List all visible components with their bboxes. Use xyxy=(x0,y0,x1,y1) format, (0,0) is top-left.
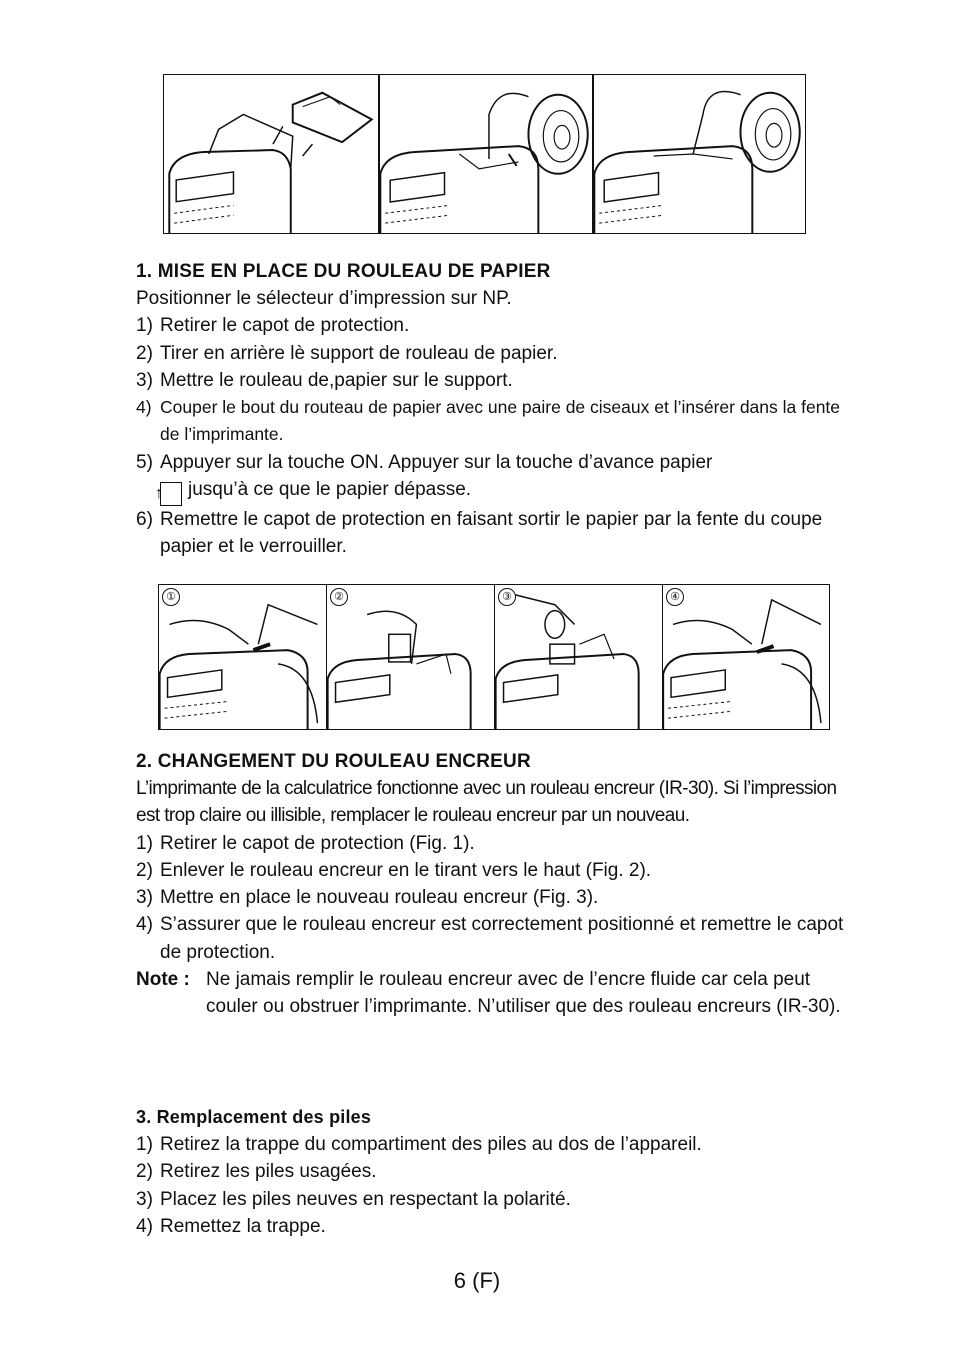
list-item: 1) Retirer le capot de protection (Fig. 1). xyxy=(136,832,475,854)
list-item: 2) Retirez les piles usagées. xyxy=(136,1161,377,1183)
paper-feed-key-icon: ↑ xyxy=(160,482,182,506)
mid-figure-row xyxy=(158,584,830,730)
ink-roller-figure-1 xyxy=(158,584,326,730)
section-intro: L’imprimante de la calculatrice fonctionne avec un rouleau encreur (IR-30). Si l’impression est trop claire ou illisible, remplacer le rouleau encreur par un nouveau. xyxy=(136,778,837,827)
list-item: 2) Enlever le rouleau encreur en le tirant vers le haut (Fig. 2). xyxy=(136,859,652,881)
section-title: 1. MISE EN PLACE DU ROULEAU DE PAPIER xyxy=(136,261,551,282)
figure-number: ② xyxy=(330,588,348,606)
section-batteries xyxy=(136,1104,856,1240)
list-item: 3) Placez les piles neuves en respectant la polarité. xyxy=(136,1188,571,1210)
list-item: 3) Mettre le rouleau de,papier sur le support. xyxy=(136,369,513,391)
note-text: Ne jamais remplir le rouleau encreur avec de l’encre fluide car cela peut couler ou obstruer l’imprimante. N’utiliser que des rouleau encreurs (IR-30). xyxy=(206,969,841,1018)
note-label: Note : xyxy=(136,969,190,991)
paper-roll-insert-figure xyxy=(379,74,593,234)
list-item: 6) Remettre le capot de protection en faisant sortir le papier par la fente du coupe papier et le verrouiller. xyxy=(136,509,823,558)
paper-roll-mounted-illustration xyxy=(594,75,805,233)
list-item: 4) Couper le bout du routeau de papier avec une paire de ciseaux et l’insérer dans la fente de l’imprimante. xyxy=(136,397,841,445)
figure-number: ③ xyxy=(498,588,516,606)
list-item: ↑ jusqu’à ce que le papier dépasse. xyxy=(136,476,856,506)
section-title: 2. CHANGEMENT DU ROULEAU ENCREUR xyxy=(136,751,531,772)
ink-roller-step3-illustration xyxy=(495,585,662,729)
section-paper-roll xyxy=(136,258,856,561)
list-item: 4) S’assurer que le rouleau encreur est correctement positionné et remettre le capot de protection. xyxy=(136,914,844,963)
ink-roller-step2-illustration xyxy=(327,585,494,729)
list-item: 2) Tirer en arrière lè support de rouleau de papier. xyxy=(136,342,558,364)
ink-roller-step1-illustration xyxy=(159,585,326,729)
ink-roller-figure-3 xyxy=(494,584,662,730)
list-item: 4) Remettez la trappe. xyxy=(136,1215,326,1237)
page-number: 6 (F) xyxy=(453,1268,501,1293)
list-item: 1) Retirer le capot de protection. xyxy=(136,315,410,337)
note xyxy=(136,966,856,1021)
figure-number: ① xyxy=(162,588,180,606)
paper-roll-illustration xyxy=(380,75,592,233)
ink-roller-figure-4 xyxy=(662,584,830,730)
section-intro: Positionner le sélecteur d’impression sur NP. xyxy=(136,288,512,309)
paper-cover-removal-figure xyxy=(163,74,379,234)
calculator-cover-illustration xyxy=(164,75,378,233)
top-figure-row xyxy=(163,74,806,234)
section-title: 3. Remplacement des piles xyxy=(136,1107,372,1127)
figure-number: ④ xyxy=(666,588,684,606)
list-item: 1) Retirez la trappe du compartiment des piles au dos de l’appareil. xyxy=(136,1134,702,1155)
list-item: 3) Mettre en place le nouveau rouleau encreur (Fig. 3). xyxy=(136,887,599,909)
section-ink-roller xyxy=(136,748,856,1021)
ink-roller-figure-2 xyxy=(326,584,494,730)
paper-roll-mounted-figure xyxy=(593,74,806,234)
list-item: 5) Appuyer sur la touche ON. Appuyer sur la touche d’avance papier xyxy=(136,451,713,473)
ink-roller-step4-illustration xyxy=(663,585,829,729)
